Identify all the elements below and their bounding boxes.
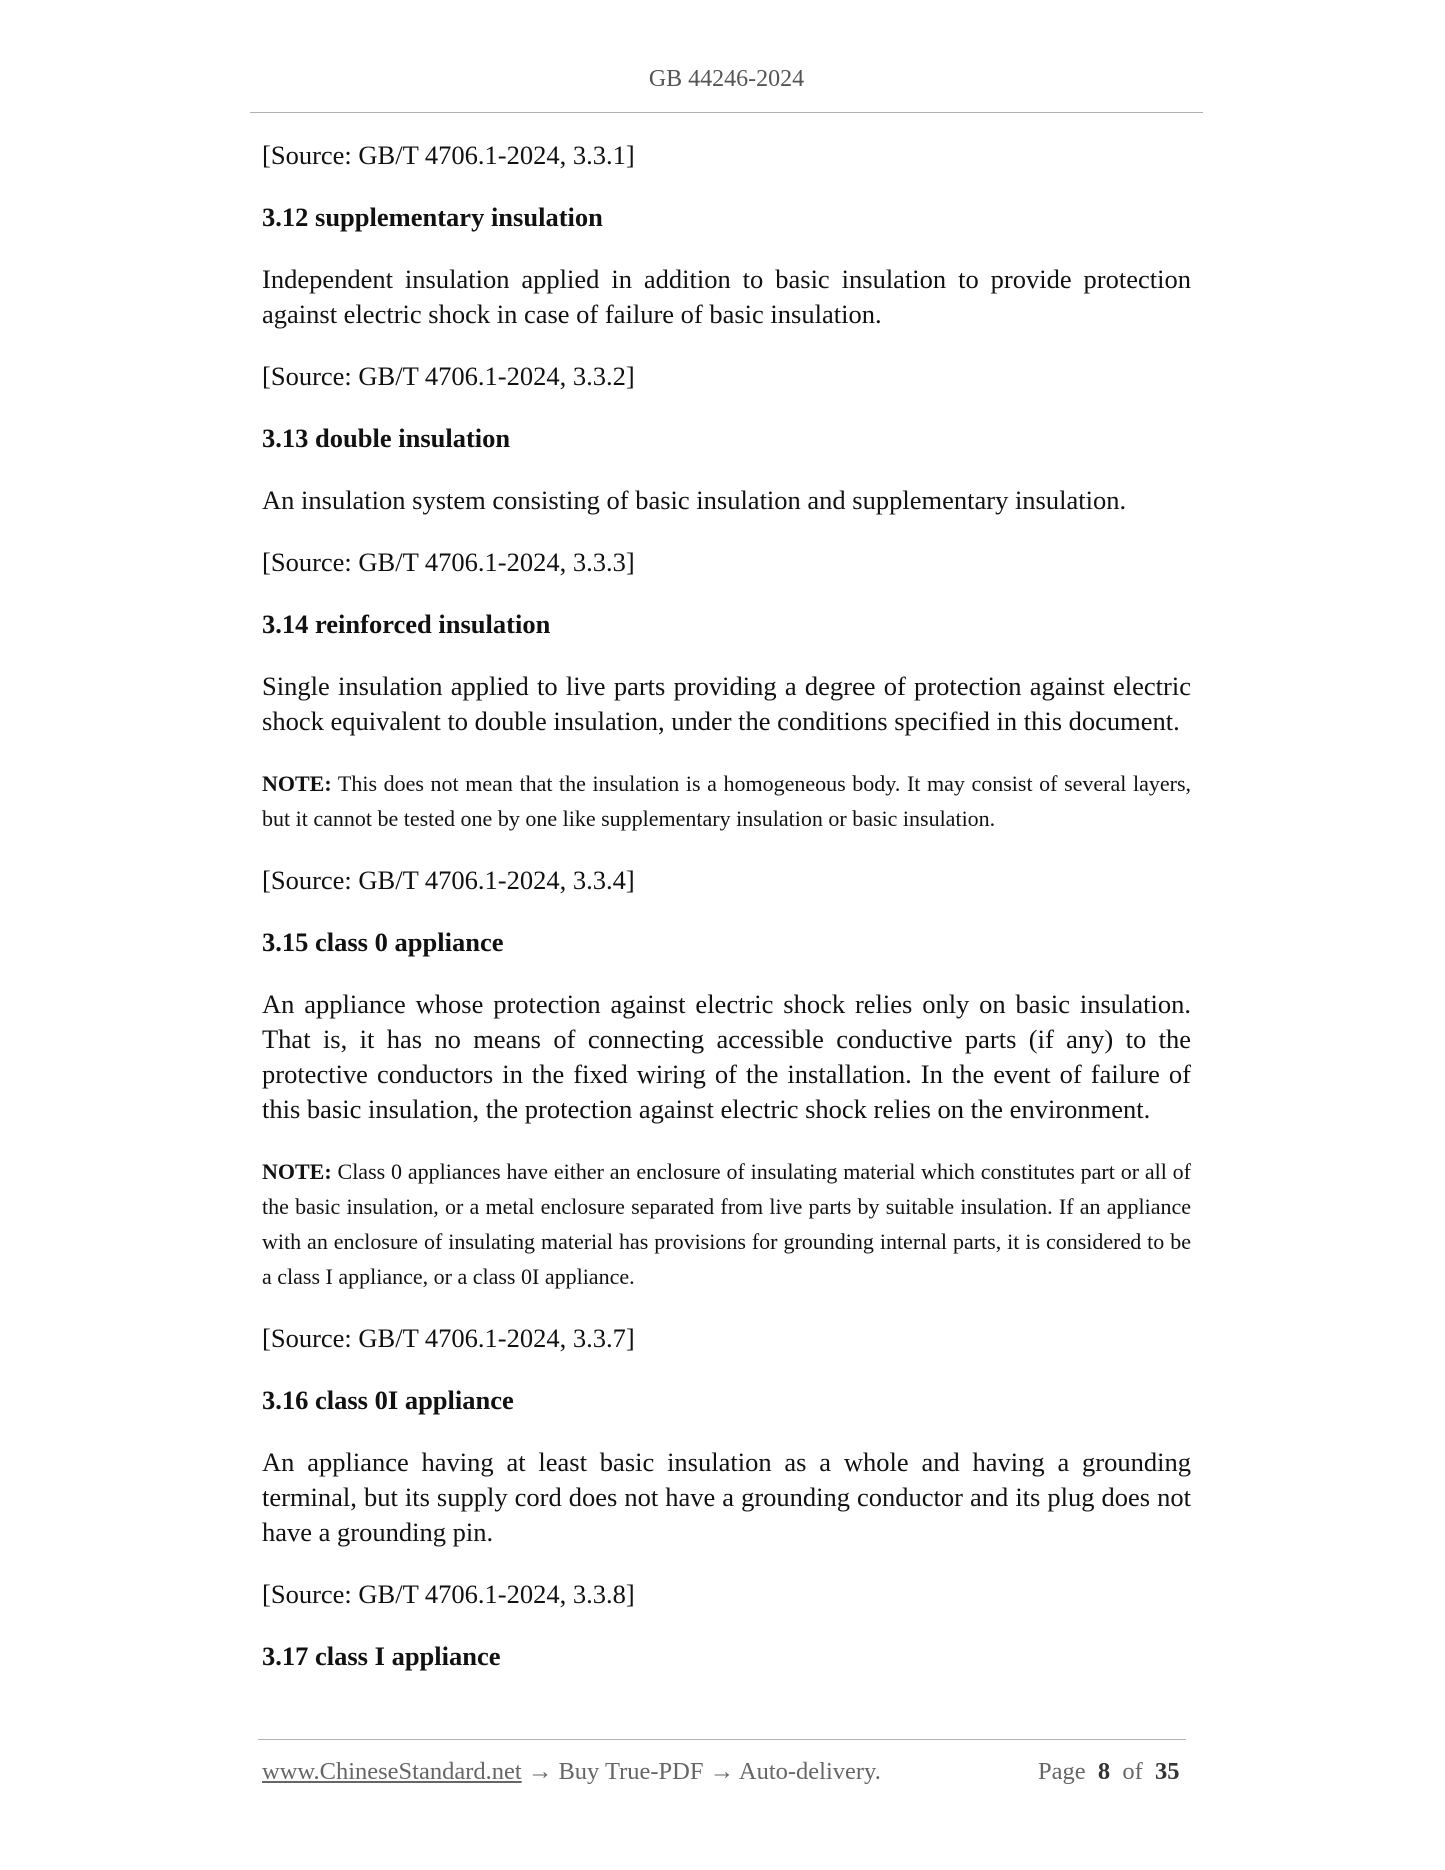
source-reference: [Source: GB/T 4706.1-2024, 3.3.3]	[262, 547, 635, 577]
source-reference: [Source: GB/T 4706.1-2024, 3.3.2]	[262, 361, 635, 391]
page-label: Page	[1038, 1758, 1086, 1785]
page-number: 8	[1097, 1758, 1111, 1785]
auto-delivery-text: Auto-delivery.	[738, 1758, 881, 1785]
page-header: GB 44246-2024	[648, 66, 805, 92]
term-definition: An appliance having at least basic insulation as a whole and having a grounding terminal, but its supply cord does not have a grounding conductor and its plug does not have a grounding pin.	[262, 1447, 1191, 1547]
note-text: Class 0 appliances have either an enclosure of insulating material which constitutes part or all of the basic insulation, or a metal enclosure separated from live parts by suitable insulation. If an appliance with an enclosure of insulating material has provisions for grounding internal parts, it is considered to be a class I appliance, or a class 0I appliance.	[262, 1159, 1191, 1289]
note	[262, 766, 1191, 836]
note-text: This does not mean that the insulation is a homogeneous body. It may consist of several layers, but it cannot be tested one by one like supplementary insulation or basic insulation.	[262, 771, 1191, 831]
source-reference: [Source: GB/T 4706.1-2024, 3.3.8]	[262, 1579, 635, 1609]
term-heading: 3.15 class 0 appliance	[262, 927, 504, 957]
arrow-right-icon: →	[709, 1758, 735, 1785]
source-reference: [Source: GB/T 4706.1-2024, 3.3.7]	[262, 1323, 635, 1353]
footer-divider	[258, 1739, 1186, 1740]
source-reference: [Source: GB/T 4706.1-2024, 3.3.1]	[262, 140, 635, 170]
term-definition: An appliance whose protection against electric shock relies only on basic insulation. That is, it has no means of connecting accessible conductive parts (if any) to the protective conductors in the fixed wiring of the installation. In the event of failure of this basic insulation, the protection against electric shock relies on the environment.	[262, 989, 1191, 1124]
page-indicator	[1038, 1758, 1180, 1786]
term-heading: 3.17 class I appliance	[262, 1641, 501, 1671]
term-heading: 3.12 supplementary insulation	[262, 202, 603, 232]
term-definition: Single insulation applied to live parts providing a degree of protection against electric shock equivalent to double insulation, under the conditions specified in this document.	[262, 671, 1191, 736]
page-total: 35	[1155, 1758, 1180, 1785]
footer-promo	[262, 1758, 881, 1786]
note-label: NOTE:	[262, 771, 332, 796]
source-reference: [Source: GB/T 4706.1-2024, 3.3.4]	[262, 865, 635, 895]
note	[262, 1154, 1191, 1294]
note-label: NOTE:	[262, 1159, 332, 1184]
website-link[interactable]: www.ChineseStandard.net	[262, 1758, 522, 1785]
buy-pdf-text: Buy True-PDF	[558, 1758, 704, 1785]
of-label: of	[1122, 1758, 1143, 1785]
term-definition: Independent insulation applied in addition to basic insulation to provide protection against electric shock in case of failure of basic insulation.	[262, 264, 1191, 329]
document-body	[262, 138, 1191, 1701]
term-definition: An insulation system consisting of basic insulation and supplementary insulation.	[262, 485, 1127, 515]
arrow-right-icon: →	[527, 1758, 553, 1785]
term-heading: 3.16 class 0I appliance	[262, 1385, 514, 1415]
header-divider	[250, 112, 1203, 113]
term-heading: 3.14 reinforced insulation	[262, 609, 551, 639]
term-heading: 3.13 double insulation	[262, 423, 511, 453]
